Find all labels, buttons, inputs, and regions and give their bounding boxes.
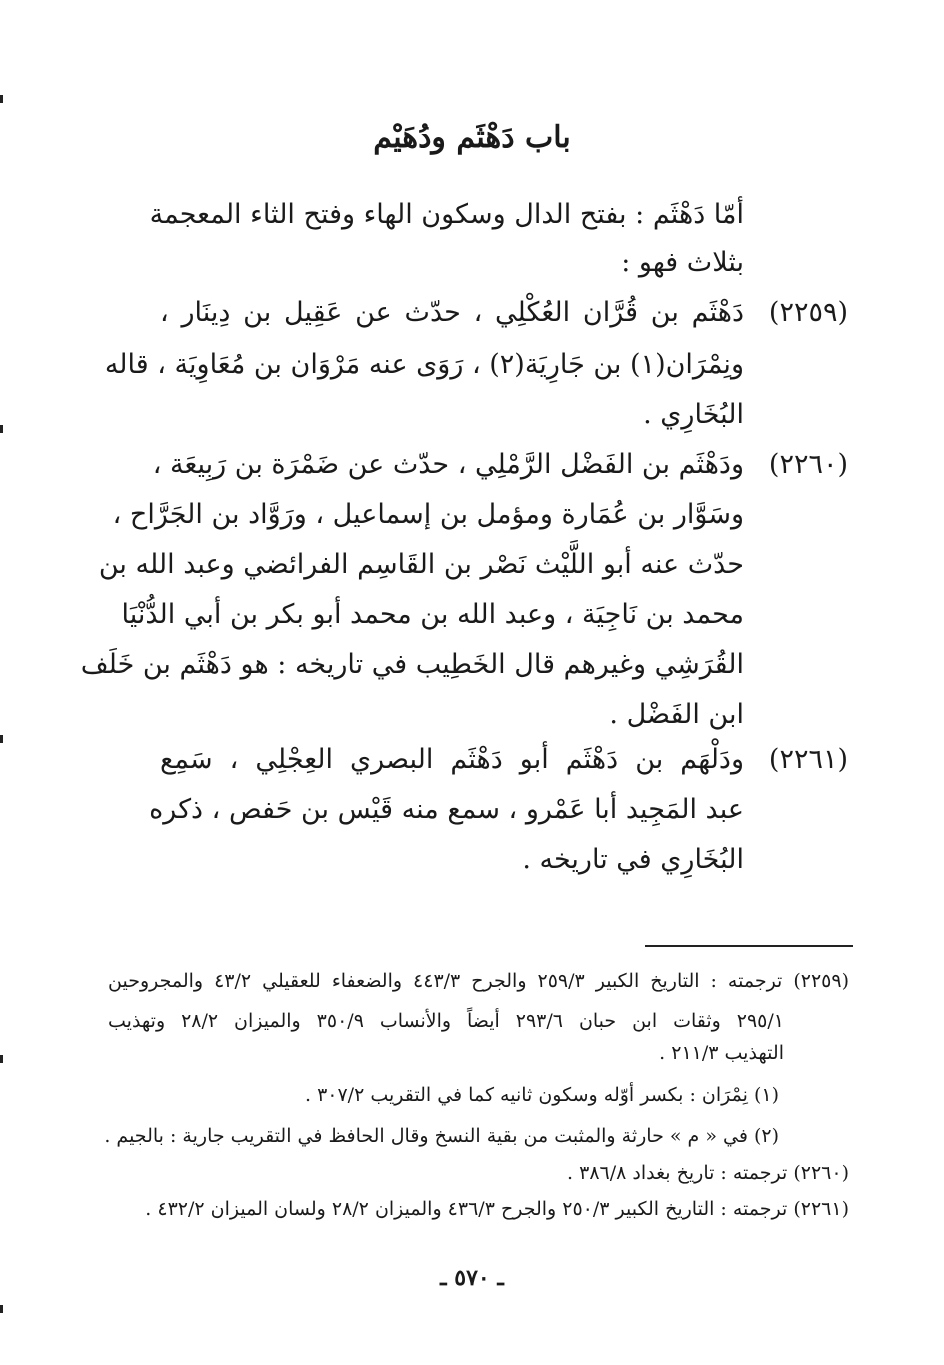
footnote-separator xyxy=(645,945,853,947)
entry-line: البُخَارِي في تاريخه . xyxy=(522,844,744,875)
scan-mark xyxy=(0,1305,3,1313)
footnote-line: التهذيب ٢١١/٣ . xyxy=(659,1042,784,1064)
chapter-title: باب دَهْثَم ودُهَيْم xyxy=(373,120,571,155)
scan-mark xyxy=(0,425,3,433)
entry-line: البُخَارِي . xyxy=(643,399,744,430)
entry-line: ودَلْهَم بن دَهْثَم أبو دَهْثَم البصري العِجْلِي ، سَمِع xyxy=(160,744,744,775)
entry-line: ودَهْثَم بن الفَضْل الرَّمْلِي ، حدّث عن ضَمْرَة بن رَبِيعَة ، xyxy=(152,449,744,480)
footnote-line: (٢٢٦٠) ترجمته : تاريخ بغداد ٣٨٦/٨ . xyxy=(567,1162,849,1184)
entry-number: (٢٢٦١) xyxy=(768,744,848,775)
scan-mark xyxy=(0,735,3,743)
entry-line: عبد المَجِيد أبا عَمْرو ، سمع منه قَيْس بن حَفص ، ذكره xyxy=(149,794,744,825)
entry-number: (٢٢٥٩) xyxy=(768,297,848,328)
footnote-line: (٢٢٥٩) ترجمته : التاريخ الكبير ٢٥٩/٣ والجرح ٤٤٣/٣ والضعفاء للعقيلي ٤٣/٢ والمجروحين xyxy=(108,970,849,992)
footnote-line: (٢٢٦١) ترجمته : التاريخ الكبير ٢٥٠/٣ والجرح ٤٣٦/٣ والميزان ٢٨/٢ ولسان الميزان ٤٣٢/٢ . xyxy=(145,1198,849,1220)
page-number: ـ ٥٧٠ ـ xyxy=(440,1265,504,1291)
entry-line: دَهْثَم بن قُرَّان العُكْلِي ، حدّث عن عَقِيل بن دِينَار ، xyxy=(160,297,744,328)
entry-line: ونِمْرَان(١) بن جَارِيَة(٢) ، رَوَى عنه مَرْوَان بن مُعَاوِيَة ، قاله xyxy=(104,349,744,380)
entry-line: محمد بن نَاجِيَة ، وعبد الله بن محمد أبو بكر بن أبي الدُّنْيَا xyxy=(121,599,744,630)
footnote-line: (٢) في « م » حارثة والمثبت من بقية النسخ وقال الحافظ في التقريب جارية : بالجيم . xyxy=(104,1125,779,1147)
entry-line: القُرَشِي وغيرهم قال الخَطِيب في تاريخه : هو دَهْثَم بن خَلَف xyxy=(80,649,744,680)
scan-mark xyxy=(0,95,3,103)
intro-line-1: أمّا دَهْثَم : بفتح الدال وسكون الهاء وفتح الثاء المعجمة xyxy=(149,199,744,230)
entry-line: وسَوَّار بن عُمَارة ومؤمل بن إسماعيل ، ورَوَّاد بن الجَرَّاح ، xyxy=(112,499,744,530)
intro-line-2: بثلاث فهو : xyxy=(621,247,744,278)
footnote-line: ٢٩٥/١ وثقات ابن حبان ٢٩٣/٦ أيضاً والأنساب ٣٥٠/٩ والميزان ٢٨/٢ وتهذيب xyxy=(108,1010,784,1032)
entry-line: حدّث عنه أبو اللَّيْث نَصْر بن القَاسِم الفرائضي وعبد الله بن xyxy=(98,549,744,580)
entry-line: ابن الفَضْل . xyxy=(609,699,744,730)
scan-mark xyxy=(0,1055,3,1063)
footnote-line: (١) نِمْرَان : بكسر أوّله وسكون ثانيه كما في التقريب ٣٠٧/٢ . xyxy=(304,1084,779,1106)
entry-number: (٢٢٦٠) xyxy=(768,449,848,480)
